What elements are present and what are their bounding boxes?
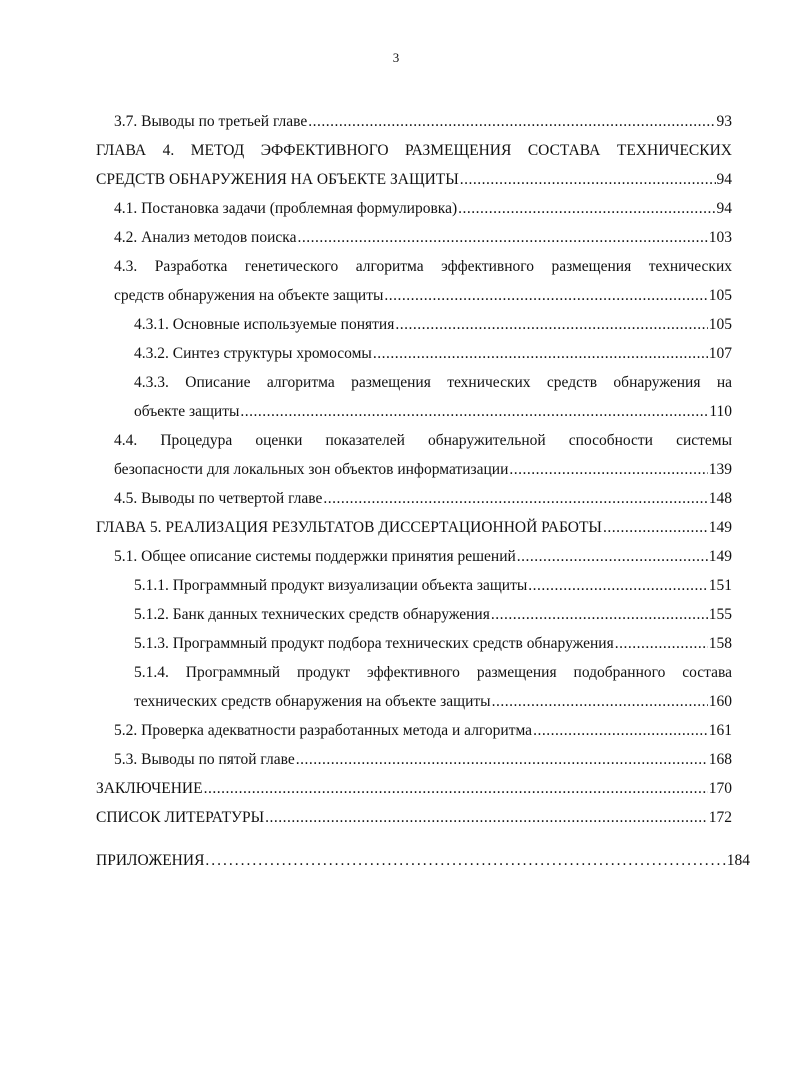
toc-entry-4-1[interactable] [114, 199, 732, 219]
toc-entry-title: ПРИЛОЖЕНИЯ [96, 852, 205, 869]
toc-entry-chapter-4-cont[interactable] [96, 170, 732, 190]
toc-entry-5-1[interactable] [114, 547, 732, 567]
toc-entry-title: ЗАКЛЮЧЕНИЕ [96, 780, 203, 797]
toc-entry-title: 5.1.3. Программный продукт подбора технических средств обнаружения [134, 635, 614, 652]
toc-entry-appendices[interactable] [96, 851, 750, 871]
dot-leader [460, 170, 716, 190]
toc-entry-4-3-3[interactable] [134, 373, 732, 393]
dot-leader [384, 286, 707, 306]
toc-entry-title: 5.3. Выводы по пятой главе [114, 751, 295, 768]
toc-entry-title: 5.2. Проверка адекватности разработанных метода и алгоритма [114, 722, 533, 739]
toc-entry-page: 149 [708, 519, 732, 536]
dot-leader [509, 460, 707, 480]
toc-entry-title: 4.2. Анализ методов поиска [114, 229, 297, 246]
toc-entry-page: 93 [716, 113, 732, 130]
toc-entry-5-1-4[interactable] [134, 663, 732, 683]
dot-leader [491, 605, 708, 625]
dot-leader [205, 851, 725, 871]
toc-entry-title: 5.1. Общее описание системы поддержки принятия решений [114, 548, 516, 565]
toc-entry-page: 103 [708, 229, 732, 246]
toc-entry-4-3-1[interactable] [134, 315, 732, 335]
toc-entry-5-2[interactable] [114, 721, 732, 741]
toc-entry-title: ГЛАВА 4. МЕТОД ЭФФЕКТИВНОГО РАЗМЕЩЕНИЯ СОСТАВА ТЕХНИЧЕСКИХ [96, 142, 732, 159]
toc-entry-page: 105 [708, 287, 732, 304]
toc-entry-3-7[interactable] [114, 112, 732, 132]
toc-entry-page: 160 [708, 693, 732, 710]
toc-entry-title: 5.1.4. Программный продукт эффективного размещения подобранного состава [134, 664, 732, 681]
toc-entry-4-5[interactable] [114, 489, 732, 509]
toc-entry-title: СПИСОК ЛИТЕРАТУРЫ [96, 809, 265, 826]
dot-leader [528, 576, 707, 596]
toc-entry-5-1-1[interactable] [134, 576, 732, 596]
toc-entry-title: 4.3.1. Основные используемые понятия [134, 316, 395, 333]
dot-leader [296, 750, 708, 770]
toc-entry-title: безопасности для локальных зон объектов информатизации [114, 461, 509, 478]
toc-entry-chapter-5[interactable] [96, 518, 732, 538]
toc-entry-page: 110 [709, 403, 732, 420]
toc-entry-4-3-2[interactable] [134, 344, 732, 364]
dot-leader [240, 402, 708, 422]
toc-entry-title: ГЛАВА 5. РЕАЛИЗАЦИЯ РЕЗУЛЬТАТОВ ДИССЕРТАЦИОННОЙ РАБОТЫ [96, 519, 602, 536]
toc-entry-title: объекте защиты [134, 403, 240, 420]
toc-entry-page: 149 [708, 548, 732, 565]
toc-entry-title: 5.1.2. Банк данных технических средств обнаружения [134, 606, 490, 623]
dot-leader [204, 779, 708, 799]
dot-leader [265, 808, 708, 828]
toc-entry-page: 151 [708, 577, 732, 594]
toc-entry-page: 139 [708, 461, 732, 478]
dot-leader [395, 315, 707, 335]
toc-entry-5-1-2[interactable] [134, 605, 732, 625]
toc-entry-4-4-cont[interactable] [114, 460, 732, 480]
toc-entry-5-1-4-cont[interactable] [134, 692, 732, 712]
toc-entry-page: 94 [716, 171, 732, 188]
toc-entry-references[interactable] [96, 808, 732, 828]
page-number: 3 [392, 50, 400, 65]
toc-entry-4-3-3-cont[interactable] [134, 402, 732, 422]
toc-entry-4-3[interactable] [114, 257, 732, 277]
dot-leader [308, 112, 715, 132]
dot-leader [373, 344, 708, 364]
dot-leader [458, 199, 715, 219]
toc-entry-title: технических средств обнаружения на объекте защиты [134, 693, 491, 710]
toc-entry-5-1-3[interactable] [134, 634, 732, 654]
dot-leader [323, 489, 707, 509]
dot-leader [297, 228, 707, 248]
toc-entry-4-3-cont[interactable] [114, 286, 732, 306]
toc-entry-page: 155 [708, 606, 732, 623]
toc-entry-page: 105 [708, 316, 732, 333]
toc-entry-title: 5.1.1. Программный продукт визуализации объекта защиты [134, 577, 528, 594]
dot-leader [615, 634, 708, 654]
toc-entry-title: 3.7. Выводы по третьей главе [114, 113, 308, 130]
toc-entry-page: 107 [708, 345, 732, 362]
dot-leader [517, 547, 708, 567]
toc-entry-page: 184 [726, 852, 750, 869]
toc-entry-page: 94 [716, 200, 732, 217]
toc-entry-4-2[interactable] [114, 228, 732, 248]
toc-entry-page: 161 [708, 722, 732, 739]
toc-entry-title: 4.1. Постановка задачи (проблемная формулировка) [114, 200, 458, 217]
toc-entry-5-3[interactable] [114, 750, 732, 770]
toc-entry-title: 4.4. Процедура оценки показателей обнаружительной способности системы [114, 432, 732, 449]
toc-entry-title: 4.3. Разработка генетического алгоритма эффективного размещения технических [114, 258, 732, 275]
toc-entry-chapter-4[interactable] [96, 141, 732, 161]
toc-entry-page: 170 [708, 780, 732, 797]
toc-entry-title: 4.3.3. Описание алгоритма размещения технических средств обнаружения на [134, 374, 732, 391]
toc-entry-title: 4.3.2. Синтез структуры хромосомы [134, 345, 372, 362]
toc-entry-conclusion[interactable] [96, 779, 732, 799]
toc-entry-page: 172 [708, 809, 732, 826]
toc-entry-title: СРЕДСТВ ОБНАРУЖЕНИЯ НА ОБЪЕКТЕ ЗАЩИТЫ [96, 171, 459, 188]
dot-leader [603, 518, 708, 538]
toc-entry-page: 158 [708, 635, 732, 652]
toc-entry-title: 4.5. Выводы по четвертой главе [114, 490, 323, 507]
toc-entry-page: 148 [708, 490, 732, 507]
dot-leader [492, 692, 708, 712]
toc-entry-title: средств обнаружения на объекте защиты [114, 287, 384, 304]
dot-leader [533, 721, 708, 741]
toc-entry-page: 168 [708, 751, 732, 768]
toc-entry-4-4[interactable] [114, 431, 732, 451]
